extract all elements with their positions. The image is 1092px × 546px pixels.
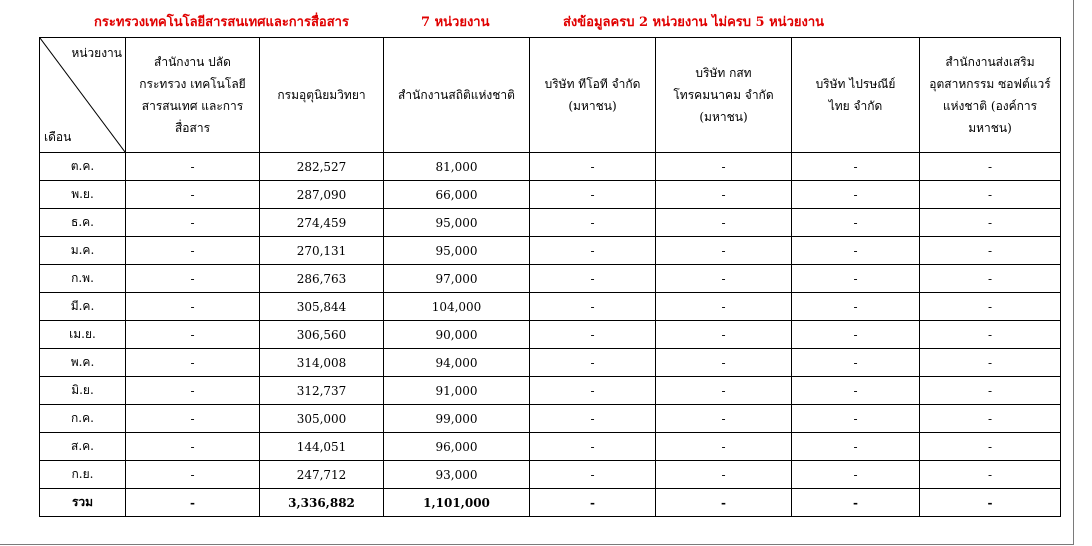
value-cell: - bbox=[920, 489, 1061, 517]
value-cell: - bbox=[656, 489, 792, 517]
value-cell: - bbox=[792, 265, 920, 293]
ministry-title: กระทรวงเทคโนโลยีสารสนเทศและการสื่อสาร bbox=[94, 15, 349, 30]
value-cell: - bbox=[530, 153, 656, 181]
value-cell: 287,090 bbox=[260, 181, 384, 209]
value-cell: - bbox=[530, 433, 656, 461]
value-cell: - bbox=[656, 405, 792, 433]
value-cell: - bbox=[126, 209, 260, 237]
value-cell: - bbox=[656, 153, 792, 181]
value-cell: - bbox=[530, 461, 656, 489]
total-row bbox=[40, 489, 1061, 517]
value-cell: - bbox=[792, 237, 920, 265]
value-cell: - bbox=[656, 321, 792, 349]
column-header: สำนักงาน ปลัดกระทรวง เทคโนโลยีสารสนเทศ และการสื่อสาร bbox=[126, 38, 260, 153]
value-cell: - bbox=[920, 405, 1061, 433]
value-cell: 305,000 bbox=[260, 405, 384, 433]
value-cell: 274,459 bbox=[260, 209, 384, 237]
value-cell: - bbox=[656, 181, 792, 209]
header-row bbox=[40, 38, 1061, 153]
table-row bbox=[40, 293, 1061, 321]
value-cell: - bbox=[656, 209, 792, 237]
table-row bbox=[40, 377, 1061, 405]
month-cell: เม.ย. bbox=[40, 321, 126, 349]
value-cell: - bbox=[656, 433, 792, 461]
total-label: รวม bbox=[40, 489, 126, 517]
table-row bbox=[40, 433, 1061, 461]
value-cell: - bbox=[656, 237, 792, 265]
value-cell: 144,051 bbox=[260, 433, 384, 461]
value-cell: 81,000 bbox=[384, 153, 530, 181]
value-cell: - bbox=[126, 405, 260, 433]
column-header: บริษัท ทีโอที จำกัด (มหาชน) bbox=[530, 38, 656, 153]
table-row bbox=[40, 153, 1061, 181]
value-cell: - bbox=[920, 349, 1061, 377]
table-row bbox=[40, 461, 1061, 489]
value-cell: 94,000 bbox=[384, 349, 530, 377]
month-cell: ต.ค. bbox=[40, 153, 126, 181]
month-cell: มิ.ย. bbox=[40, 377, 126, 405]
month-cell: ก.ค. bbox=[40, 405, 126, 433]
value-cell: - bbox=[126, 377, 260, 405]
value-cell: - bbox=[126, 349, 260, 377]
value-cell: - bbox=[656, 293, 792, 321]
value-cell: - bbox=[530, 377, 656, 405]
value-cell: - bbox=[126, 489, 260, 517]
month-cell: ม.ค. bbox=[40, 237, 126, 265]
value-cell: 96,000 bbox=[384, 433, 530, 461]
value-cell: 91,000 bbox=[384, 377, 530, 405]
month-cell: ก.พ. bbox=[40, 265, 126, 293]
value-cell: - bbox=[792, 349, 920, 377]
value-cell: - bbox=[530, 265, 656, 293]
value-cell: - bbox=[792, 321, 920, 349]
value-cell: 66,000 bbox=[384, 181, 530, 209]
value-cell: - bbox=[920, 153, 1061, 181]
month-cell: มี.ค. bbox=[40, 293, 126, 321]
value-cell: - bbox=[126, 181, 260, 209]
value-cell: - bbox=[126, 321, 260, 349]
value-cell: - bbox=[126, 461, 260, 489]
value-cell: - bbox=[920, 293, 1061, 321]
table-row bbox=[40, 237, 1061, 265]
value-cell: - bbox=[920, 265, 1061, 293]
data-table bbox=[39, 37, 1061, 517]
month-axis-label: เดือน bbox=[44, 130, 72, 144]
value-cell: 95,000 bbox=[384, 237, 530, 265]
value-cell: 306,560 bbox=[260, 321, 384, 349]
value-cell: - bbox=[920, 377, 1061, 405]
corner-header bbox=[40, 38, 126, 153]
value-cell: - bbox=[792, 405, 920, 433]
value-cell: - bbox=[792, 293, 920, 321]
value-cell: - bbox=[530, 349, 656, 377]
value-cell: - bbox=[126, 153, 260, 181]
value-cell: 314,008 bbox=[260, 349, 384, 377]
value-cell: 286,763 bbox=[260, 265, 384, 293]
value-cell: - bbox=[530, 293, 656, 321]
value-cell: - bbox=[920, 209, 1061, 237]
value-cell: - bbox=[792, 461, 920, 489]
value-cell: - bbox=[920, 181, 1061, 209]
value-cell: - bbox=[792, 209, 920, 237]
agency-axis-label: หน่วยงาน bbox=[71, 46, 122, 60]
value-cell: 305,844 bbox=[260, 293, 384, 321]
value-cell: - bbox=[656, 265, 792, 293]
value-cell: - bbox=[792, 181, 920, 209]
agency-count: 7 หน่วยงาน bbox=[421, 15, 490, 30]
column-header: สำนักงานสถิติแห่งชาติ bbox=[384, 38, 530, 153]
submission-status: ส่งข้อมูลครบ 2 หน่วยงาน ไม่ครบ 5 หน่วยงาน bbox=[563, 15, 825, 30]
value-cell: 93,000 bbox=[384, 461, 530, 489]
value-cell: - bbox=[530, 321, 656, 349]
month-cell: ธ.ค. bbox=[40, 209, 126, 237]
value-cell: 90,000 bbox=[384, 321, 530, 349]
value-cell: 247,712 bbox=[260, 461, 384, 489]
month-cell: พ.ย. bbox=[40, 181, 126, 209]
value-cell: - bbox=[920, 461, 1061, 489]
value-cell: 104,000 bbox=[384, 293, 530, 321]
table-row bbox=[40, 321, 1061, 349]
value-cell: - bbox=[920, 321, 1061, 349]
value-cell: 282,527 bbox=[260, 153, 384, 181]
value-cell: - bbox=[126, 293, 260, 321]
month-cell: ก.ย. bbox=[40, 461, 126, 489]
value-cell: - bbox=[126, 265, 260, 293]
value-cell: - bbox=[530, 181, 656, 209]
table-row bbox=[40, 405, 1061, 433]
value-cell: 95,000 bbox=[384, 209, 530, 237]
column-header: บริษัท ไปรษณีย์ไทย จำกัด bbox=[792, 38, 920, 153]
value-cell: - bbox=[792, 153, 920, 181]
month-cell: ส.ค. bbox=[40, 433, 126, 461]
value-cell: - bbox=[530, 209, 656, 237]
table-row bbox=[40, 181, 1061, 209]
value-cell: - bbox=[656, 349, 792, 377]
table-row bbox=[40, 349, 1061, 377]
value-cell: 270,131 bbox=[260, 237, 384, 265]
value-cell: - bbox=[530, 489, 656, 517]
value-cell: - bbox=[792, 377, 920, 405]
column-header: สำนักงานส่งเสริม อุตสาหกรรม ซอฟต์แวร์แห่งชาติ (องค์การมหาชน) bbox=[920, 38, 1061, 153]
value-cell: 3,336,882 bbox=[260, 489, 384, 517]
value-cell: 97,000 bbox=[384, 265, 530, 293]
table-row bbox=[40, 265, 1061, 293]
value-cell: - bbox=[792, 433, 920, 461]
value-cell: - bbox=[126, 433, 260, 461]
value-cell: 99,000 bbox=[384, 405, 530, 433]
value-cell: - bbox=[126, 237, 260, 265]
value-cell: 312,737 bbox=[260, 377, 384, 405]
table-row bbox=[40, 209, 1061, 237]
value-cell: - bbox=[792, 489, 920, 517]
value-cell: - bbox=[920, 237, 1061, 265]
value-cell: - bbox=[530, 237, 656, 265]
value-cell: - bbox=[656, 461, 792, 489]
month-cell: พ.ค. bbox=[40, 349, 126, 377]
value-cell: - bbox=[530, 405, 656, 433]
column-header: กรมอุตุนิยมวิทยา bbox=[260, 38, 384, 153]
value-cell: - bbox=[920, 433, 1061, 461]
column-header: บริษัท กสท โทรคมนาคม จำกัด (มหาชน) bbox=[656, 38, 792, 153]
value-cell: 1,101,000 bbox=[384, 489, 530, 517]
value-cell: - bbox=[656, 377, 792, 405]
